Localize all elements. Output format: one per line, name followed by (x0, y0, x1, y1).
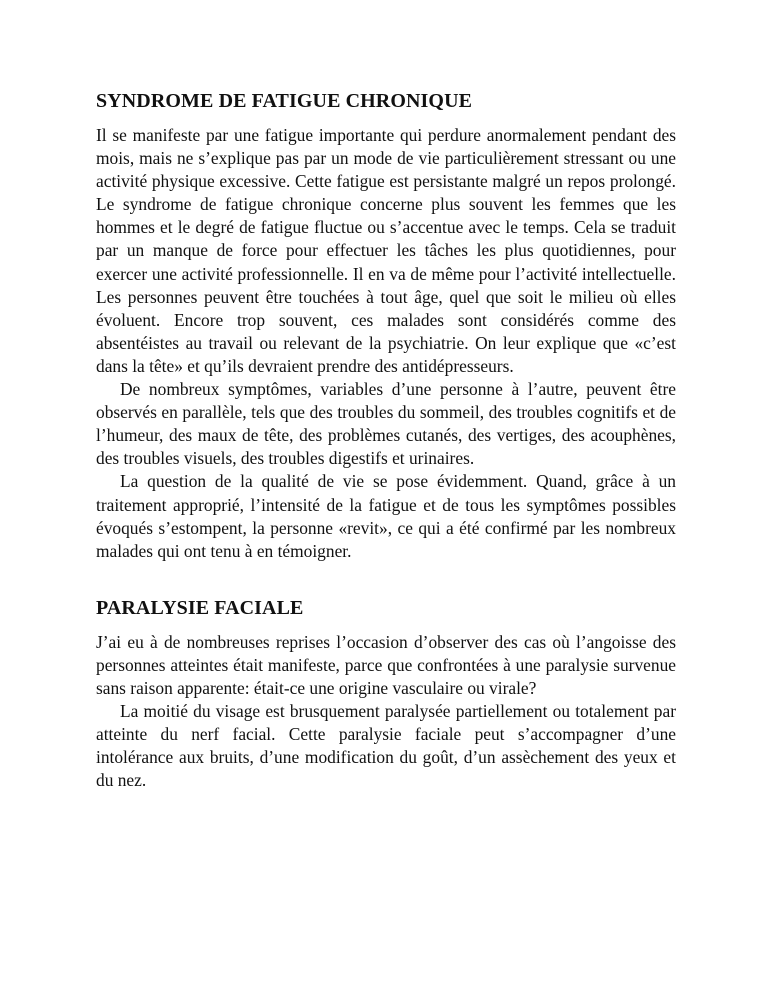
section-title: PARALYSIE FACIALE (96, 596, 304, 619)
paragraph: Il se manifeste par une fatigue importante qui perdure anormalement pendant des mois, mais ne s’explique pas par un mode de vie particulièrement stressant ou une activité physique excessive. Cette fatigue est persistante malgré un repos prolongé. Le syndrome de fatigue chronique concerne plus souvent les femmes que les hommes et le degré de fatigue fluctue ou s’accentue avec le temps. Cela se traduit par un manque de force pour effectuer les tâches les plus quotidiennes, pour exercer une activité professionnelle. Il en va de même pour l’activité intellectuelle. Les personnes peuvent être touchées à tout âge, quel que soit le milieu où elles évoluent. Encore trop souvent, ces malades sont considérés comme des absentéistes au travail ou relevant de la psychiatrie. On leur explique que «c’est dans la tête» et qu’ils devraient prendre des antidépresseurs. (96, 125, 676, 376)
paragraph: J’ai eu à de nombreuses reprises l’occasion d’observer des cas où l’angoisse des personnes atteintes était manifeste, parce que confrontées à une paralysie survenue sans raison apparente: était-ce une origine vasculaire ou virale? (96, 631, 676, 698)
section-paralysie-faciale (96, 595, 676, 793)
paragraph: La question de la qualité de vie se pose évidemment. Quand, grâce à un traitement approprié, l’intensité de la fatigue et de tous les symptômes possibles évoqués s’estompent, la personne «revit», ce qui a été confirmé par les nombreux malades qui ont tenu à en témoigner. (96, 471, 676, 561)
document-page (96, 88, 676, 792)
section-syndrome-fatigue-chronique (96, 88, 676, 563)
section-title: SYNDROME DE FATIGUE CHRONIQUE (96, 90, 473, 112)
paragraph: La moitié du visage est brusquement paralysée partiellement ou totalement par atteinte du nerf facial. Cette paralysie faciale peut s’accompagner d’une intolérance aux bruits, d’une modification du goût, d’un assèchement des yeux et du nez. (96, 701, 676, 791)
paragraph: De nombreux symptômes, variables d’une personne à l’autre, peuvent être observés en parallèle, tels que des troubles du sommeil, des troubles cognitifs et de l’humeur, des maux de tête, des problèmes cutanés, des vertiges, des acouphènes, des troubles visuels, des troubles digestifs et urinaires. (96, 379, 676, 469)
